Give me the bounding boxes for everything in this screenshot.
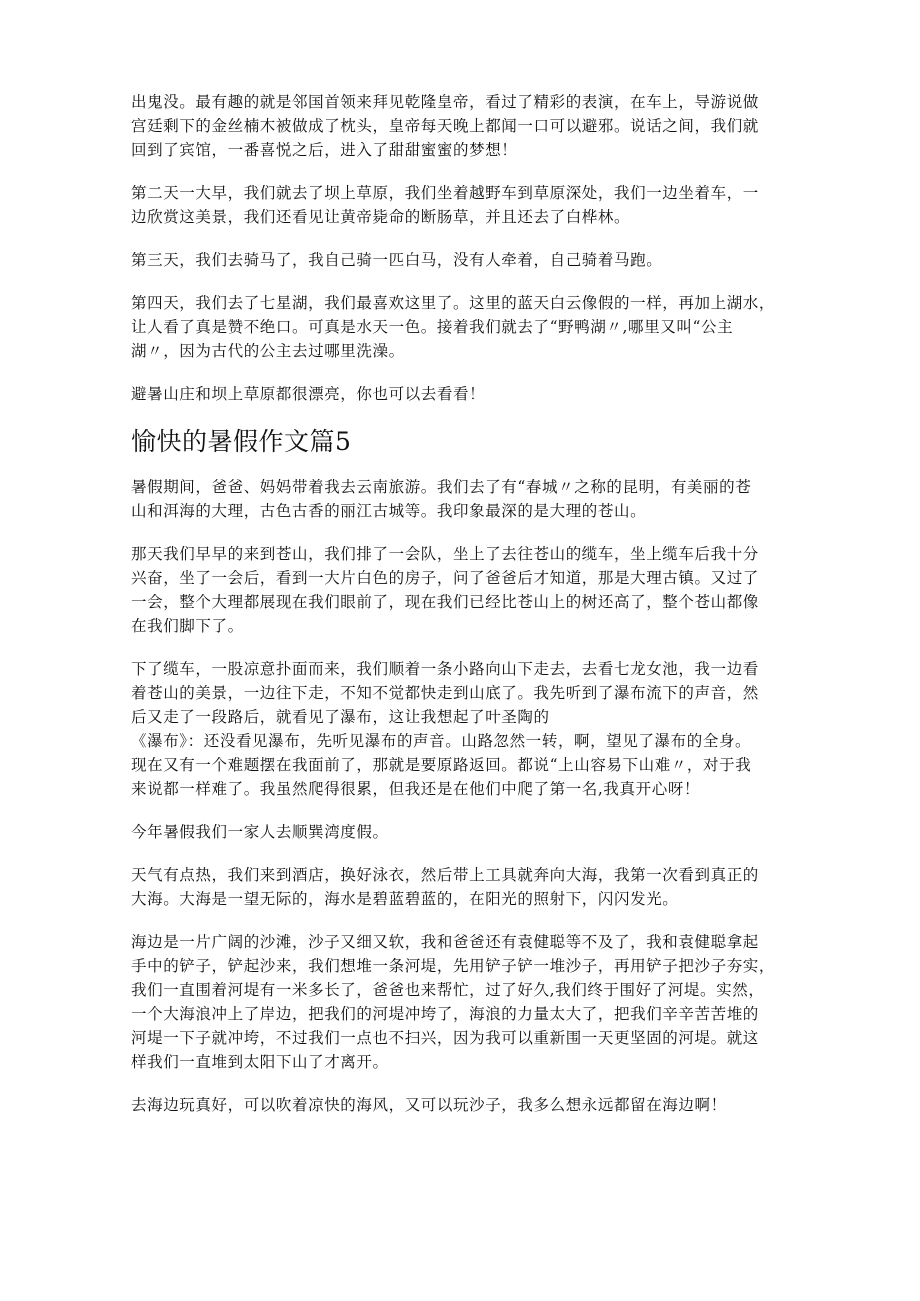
text-line: 让人看了真是赞不绝口。可真是水天一色。接着我们就去了“野鸭湖〃,哪里又叫“公主 xyxy=(131,318,734,336)
text-line: 山和洱海的大理，古色古香的丽江古城等。我印象最深的是大理的苍山。 xyxy=(131,502,647,520)
text-line: 兴奋，坐了一会后，看到一大片白色的房子，问了爸爸后才知道，那是大理古镇。又过了 xyxy=(131,569,759,587)
text-line: 河堤一下子就冲垮，不过我们一点也不扫兴，因为我可以重新围一天更坚固的河堤。就这 xyxy=(131,1029,759,1047)
text-line: 今年暑假我们一家人去顺巽湾度假。 xyxy=(131,823,389,841)
paragraph-b6 xyxy=(131,930,811,1074)
section-heading: 愉快的暑假作文篇5 xyxy=(131,427,352,456)
text-line: 去海边玩真好，可以吹着凉快的海风，又可以玩沙子，我多么想永远都留在海边啊！ xyxy=(131,1096,727,1114)
text-line: 着苍山的美景，一边往下走，不知不觉都快走到山底了。我先听到了瀑布流下的声音，然 xyxy=(131,684,759,702)
paragraph-b5 xyxy=(131,863,811,911)
paragraph-a3 xyxy=(131,248,811,272)
text-line: 避暑山庄和坝上草原都很漂亮，你也可以去看看！ xyxy=(131,385,486,403)
text-line: 回到了宾馆，一番喜悦之后，进入了甜甜蜜蜜的梦想！ xyxy=(131,141,518,159)
paragraph-b3 xyxy=(131,657,811,801)
text-line: 第四天，我们去了七星湖，我们最喜欢这里了。这里的蓝天白云像假的一样，再加上湖水， xyxy=(131,294,776,312)
text-line: 《瀑布》：还没看见瀑布，先听见瀑布的声音。山路忽然一转，啊，望见了瀑布的全身。 xyxy=(131,732,752,750)
text-line: 宫廷剩下的金丝楠木被做成了枕头，皇帝每天晚上都闻一口可以避邪。说话之间，我们就 xyxy=(131,117,759,135)
text-line: 暑假期间，爸爸、妈妈带着我去云南旅游。我们去了有“春城〃之称的昆明，有美丽的苍 xyxy=(131,478,752,496)
text-line: 在我们脚下了。 xyxy=(131,617,244,635)
text-line: 样我们一直堆到太阳下山了才离开。 xyxy=(131,1053,389,1071)
text-line: 湖〃，因为古代的公主去过哪里洗澡。 xyxy=(131,342,405,360)
paragraph-a2 xyxy=(131,181,811,229)
text-line: 那天我们早早的来到苍山，我们排了一会队，坐上了去往苍山的缆车，坐上缆车后我十分 xyxy=(131,545,759,563)
text-line: 来说都一样难了。我虽然爬得很累，但我还是在他们中爬了第一名,我真开心呀！ xyxy=(131,780,701,798)
paragraph-a4 xyxy=(131,291,811,363)
text-line: 现在又有一个难题摆在我面前了，那就是要原路返回。都说“上山容易下山难〃，对于我 xyxy=(131,756,752,774)
text-line: 第三天，我们去骑马了，我自己骑一匹白马，没有人牵着，自己骑着马跑。 xyxy=(131,251,663,269)
paragraph-b4 xyxy=(131,820,811,844)
text-line: 后又走了一段路后，就看见了瀑布，这让我想起了叶圣陶的 xyxy=(131,708,550,726)
text-line: 出鬼没。最有趣的就是邻国首领来拜见乾隆皇帝，看过了精彩的表演，在车上，导游说做 xyxy=(131,93,759,111)
text-line: 大海。大海是一望无际的，海水是碧蓝碧蓝的，在阳光的照射下，闪闪发光。 xyxy=(131,890,679,908)
paragraph-b2 xyxy=(131,542,811,638)
text-line: 一会，整个大理都展现在我们眼前了，现在我们已经比苍山上的树还高了，整个苍山都像 xyxy=(131,593,759,611)
paragraph-b1 xyxy=(131,475,811,523)
text-line: 天气有点热，我们来到酒店，换好泳衣，然后带上工具就奔向大海，我第一次看到真正的 xyxy=(131,866,759,884)
text-line: 我们一直围着河堤有一米多长了，爸爸也来帮忙，过了好久,我们终于围好了河堤。实然， xyxy=(131,981,765,999)
text-line: 下了缆车，一股凉意扑面而来，我们顺着一条小路向山下走去，去看七龙女池，我一边看 xyxy=(131,660,759,678)
text-line: 边欣赏这美景，我们还看见让黄帝毙命的断肠草，并且还去了白桦林。 xyxy=(131,208,631,226)
text-line: 手中的铲子，铲起沙来，我们想堆一条河堤，先用铲子铲一堆沙子，再用铲子把沙子夯实， xyxy=(131,957,776,975)
document-page xyxy=(131,90,811,1136)
paragraph-a5 xyxy=(131,382,811,406)
text-line: 一个大海浪冲上了岸边，把我们的河堤冲垮了，海浪的力量太大了，把我们辛辛苦苦堆的 xyxy=(131,1005,759,1023)
text-line: 海边是一片广阔的沙滩，沙子又细又软，我和爸爸还有袁健聪等不及了，我和袁健聪拿起 xyxy=(131,933,759,951)
text-line: 第二天一大早，我们就去了坝上草原，我们坐着越野车到草原深处，我们一边坐着车，一 xyxy=(131,184,759,202)
paragraph-a1 xyxy=(131,90,811,162)
paragraph-b7 xyxy=(131,1093,811,1117)
